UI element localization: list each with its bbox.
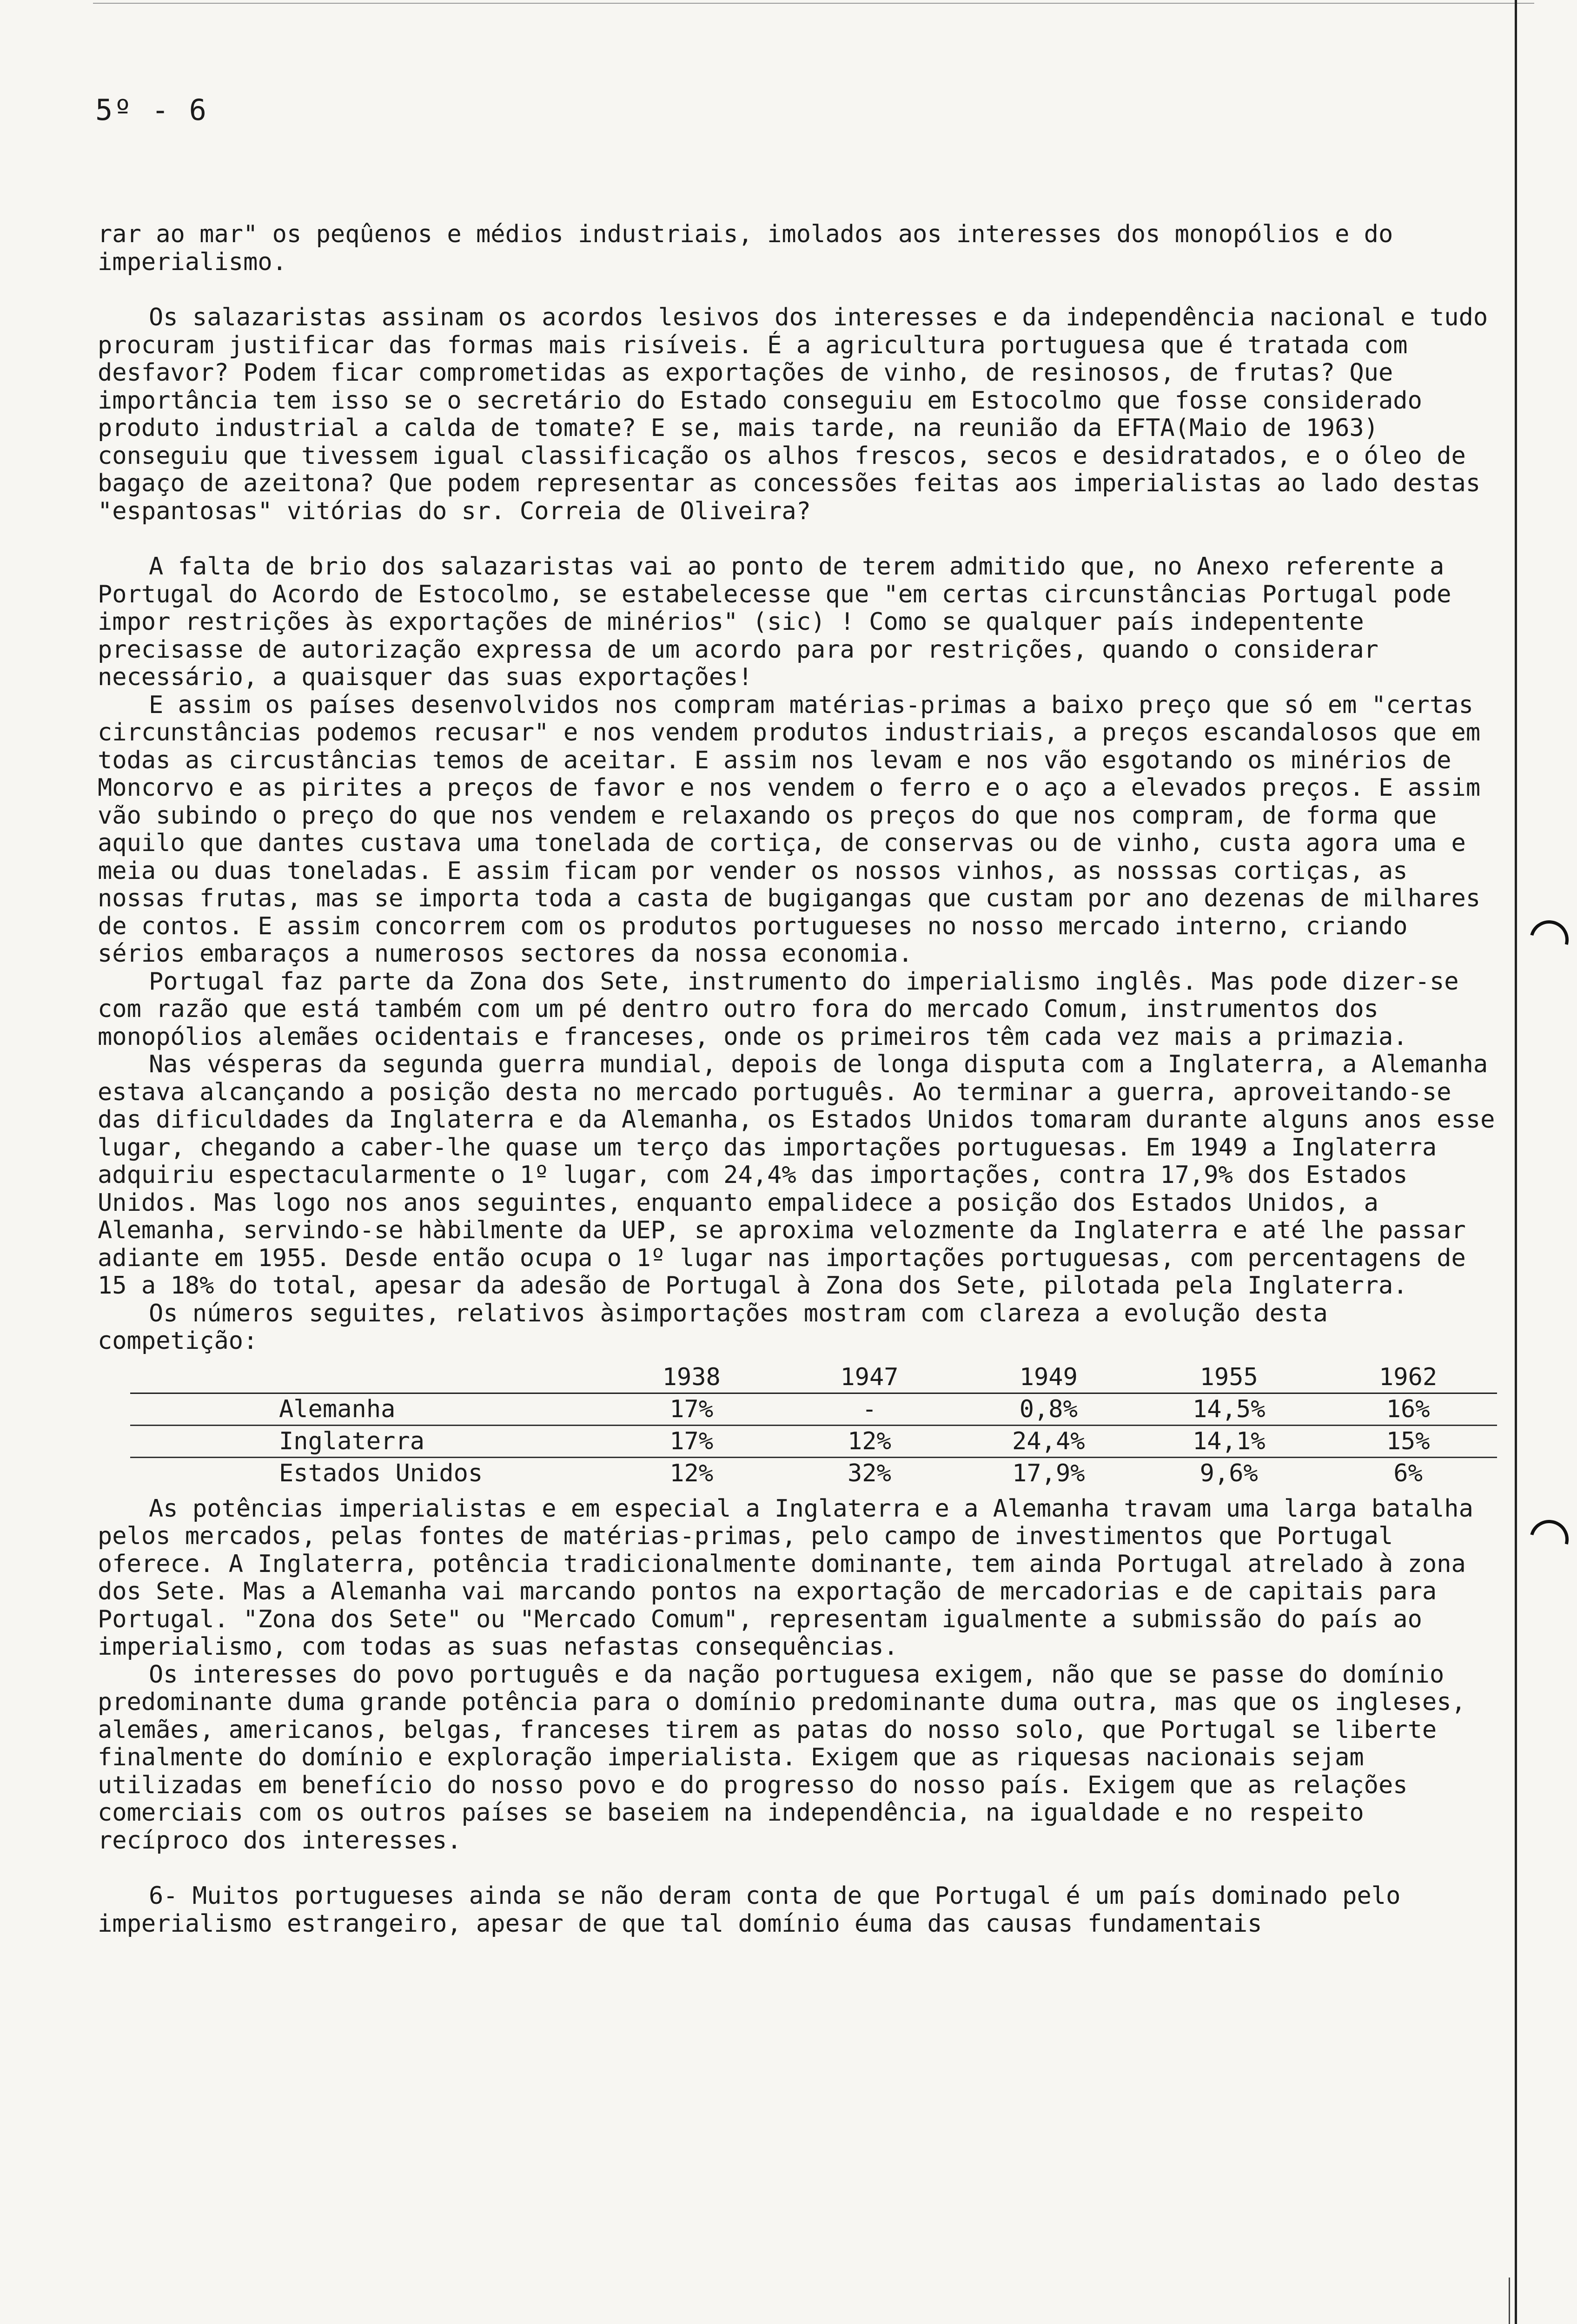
paragraph: E assim os países desenvolvidos nos compram matérias-primas a baixo preço que só em "certas circunstâncias podemos recusar" e nos vendem produtos industriais, a preços escandalosos que em todas as circustâncias temos de aceitar. E assim nos levam e nos vão esgotando os minérios de Moncorvo e as pirites a preços de favor e nos vendem o ferro e o aço a elevados preços. E assim vão subindo o preço do que nos vendem e relaxando os preços do que nos compram, de forma que aquilo que dantes custava uma tonelada de cortiça, de conservas ou de vinho, custa agora uma e meia ou duas toneladas. E assim ficam por vender os nossos vinhos, as nosssas cortiças, as nossas frutas, mas se importa toda a casta de bugigangas que custam por ano dezenas de milhares de contos. E assim concorrem com os produtos portugueses no nosso mercado interno, criando sérios embaraços a numerosos sectores da nossa economia. [98,691,1481,968]
right-margin-line-inner [1509,2278,1510,2324]
table-cell: 17% [603,1393,781,1425]
table-cell: 17% [603,1425,781,1457]
table-header-year: 1947 [781,1362,959,1393]
binder-hole-mark [1523,913,1576,967]
paragraph: rar ao mar" os peqûenos e médios industriais, imolados aos interesses dos monopólios e do imperialismo. [98,220,1393,276]
table-cell: 17,9% [1012,1459,1085,1487]
table-cell: 14,5% [1139,1393,1319,1425]
table-header-year: 1938 [603,1362,781,1393]
imports-table [130,1362,1497,1489]
table-row-label: Inglaterra [130,1425,603,1457]
table-cell: 24,4% [958,1425,1139,1457]
table-cell: 15% [1319,1425,1497,1457]
table-header-row [130,1362,1497,1393]
section-6-paragraph: 6- Muitos portugueses ainda se não deram conta de que Portugal é um país dominado pelo imperialismo estrangeiro, apesar de que tal domínio éuma das causas fundamentais [98,1882,1401,1938]
table-cell: 6% [1393,1459,1423,1487]
table-header-blank [130,1362,603,1393]
paragraph: Portugal faz parte da Zona dos Sete, instrumento do imperialismo inglês. Mas pode dizer-se com razão que está também com um pé dentro outro fora do mercado Comum, instrumentos dos monopólios alemães ocidentais e franceses, onde os primeiros têm cada vez mais a primazia. [98,967,1459,1051]
table-row [130,1393,1497,1425]
table-cell: - [781,1393,959,1425]
table-cell: 12% [669,1459,714,1487]
table-row-label: Alemanha [130,1393,603,1425]
table-row [130,1425,1497,1457]
document-body [98,221,1502,1938]
right-margin-line [1515,0,1517,2324]
paragraph: Os interesses do povo português e da nação portuguesa exigem, não que se passe do domínio predominante duma grande potência para o domínio predominante duma outra, mas que os ingleses, alemães, americanos, belgas, franceses tirem as patas do nosso solo, que Portugal se liberte finalmente do domínio e exploração imperialista. Exigem que as riquesas nacionais sejam utilizadas em benefício do nosso povo e do progresso do nosso país. Exigem que as relações comerciais com os outros países se baseiem na independência, na igualdade e no respeito recíproco dos interesses. [98,1660,1466,1855]
table-cell: 14,1% [1139,1425,1319,1457]
paragraph: Os salazaristas assinam os acordos lesivos dos interesses e da independência nacional e tudo procuram justificar das formas mais risíveis. É a agricultura portuguesa que é tratada com desfavor? Podem ficar comprometidas as exportações de vinho, de resinosos, de frutas? Que importância tem isso se o secretário do Estado conseguiu em Estocolmo que fosse considerado produto industrial a calda de tomate? E se, mais tarde, na reunião da EFTA(Maio de 1963) conseguiu que tivessem igual classificação os alhos frescos, secos e desidratados, e o óleo de bagaço de azeitona? Que podem representar as concessões feitas aos imperialistas ao lado destas "espantosas" vitórias do sr. Correia de Oliveira? [98,304,1488,525]
table-row [130,1457,1497,1489]
binder-hole-mark [1523,1513,1576,1566]
table-cell: 16% [1319,1393,1497,1425]
page-number: 5º - 6 [95,93,208,127]
table-cell: 32% [848,1459,891,1487]
paragraph: Nas vésperas da segunda guerra mundial, depois de longa disputa com a Inglaterra, a Alemanha estava alcançando a posição desta no mercado português. Ao terminar a guerra, aproveitando-se das dificuldades da Inglaterra e da Alemanha, os Estados Unidos tomaram durante alguns anos esse lugar, chegando a caber-lhe quase um terço das importações portuguesas. Em 1949 a Inglaterra adquiriu espectacularmente o 1º lugar, com 24,4% das importações, contra 17,9% dos Estados Unidos. Mas logo nos anos seguintes, enquanto empalidece a posição dos Estados Unidos, a Alemanha, servindo-se hàbilmente da UEP, se aproxima velozmente da Inglaterra e até lhe passar adiante em 1955. Desde então ocupa o 1º lugar nas importações portuguesas, com percentagens de 15 a 18% do total, apesar da adesão de Portugal à Zona dos Sete, pilotada pela Inglaterra. [98,1050,1495,1300]
top-edge-line [93,3,1534,4]
table-cell: 0,8% [958,1393,1139,1425]
table-header-year: 1955 [1139,1362,1319,1393]
table-header-year: 1949 [958,1362,1139,1393]
paragraph: As potências imperialistas e em especial a Inglaterra e a Alemanha travam uma larga batalha pelos mercados, pelas fontes de matérias-primas, pelo campo de investimentos que Portugal oferece. A Inglaterra, potência tradicionalmente dominante, tem ainda Portugal atrelado à zona dos Sete. Mas a Alemanha vai marcando pontos na exportação de mercadorias e de capitais para Portugal. "Zona dos Sete" ou "Mercado Comum", representam igualmente a submissão do país ao imperialismo, com todas as suas nefastas consequências. [98,1494,1473,1661]
paragraph: A falta de brio dos salazaristas vai ao ponto de terem admitido que, no Anexo referente a Portugal do Acordo de Estocolmo, se estabelecesse que "em certas circunstâncias Portugal pode impor restrições às exportações de minérios" (sic) ! Como se qualquer país indepentente precisasse de autorização expressa de um acordo para por restrições, quando o considerar necessário, a quaisquer das suas exportações! [98,553,1451,691]
paragraph: Os números seguites, relativos àsimportações mostram com clareza a evolução desta competição: [98,1299,1328,1355]
table-cell: 9,6% [1199,1459,1258,1487]
table-row-label: Estados Unidos [279,1459,483,1487]
table-cell: 12% [781,1425,959,1457]
table-header-year: 1962 [1319,1362,1497,1393]
